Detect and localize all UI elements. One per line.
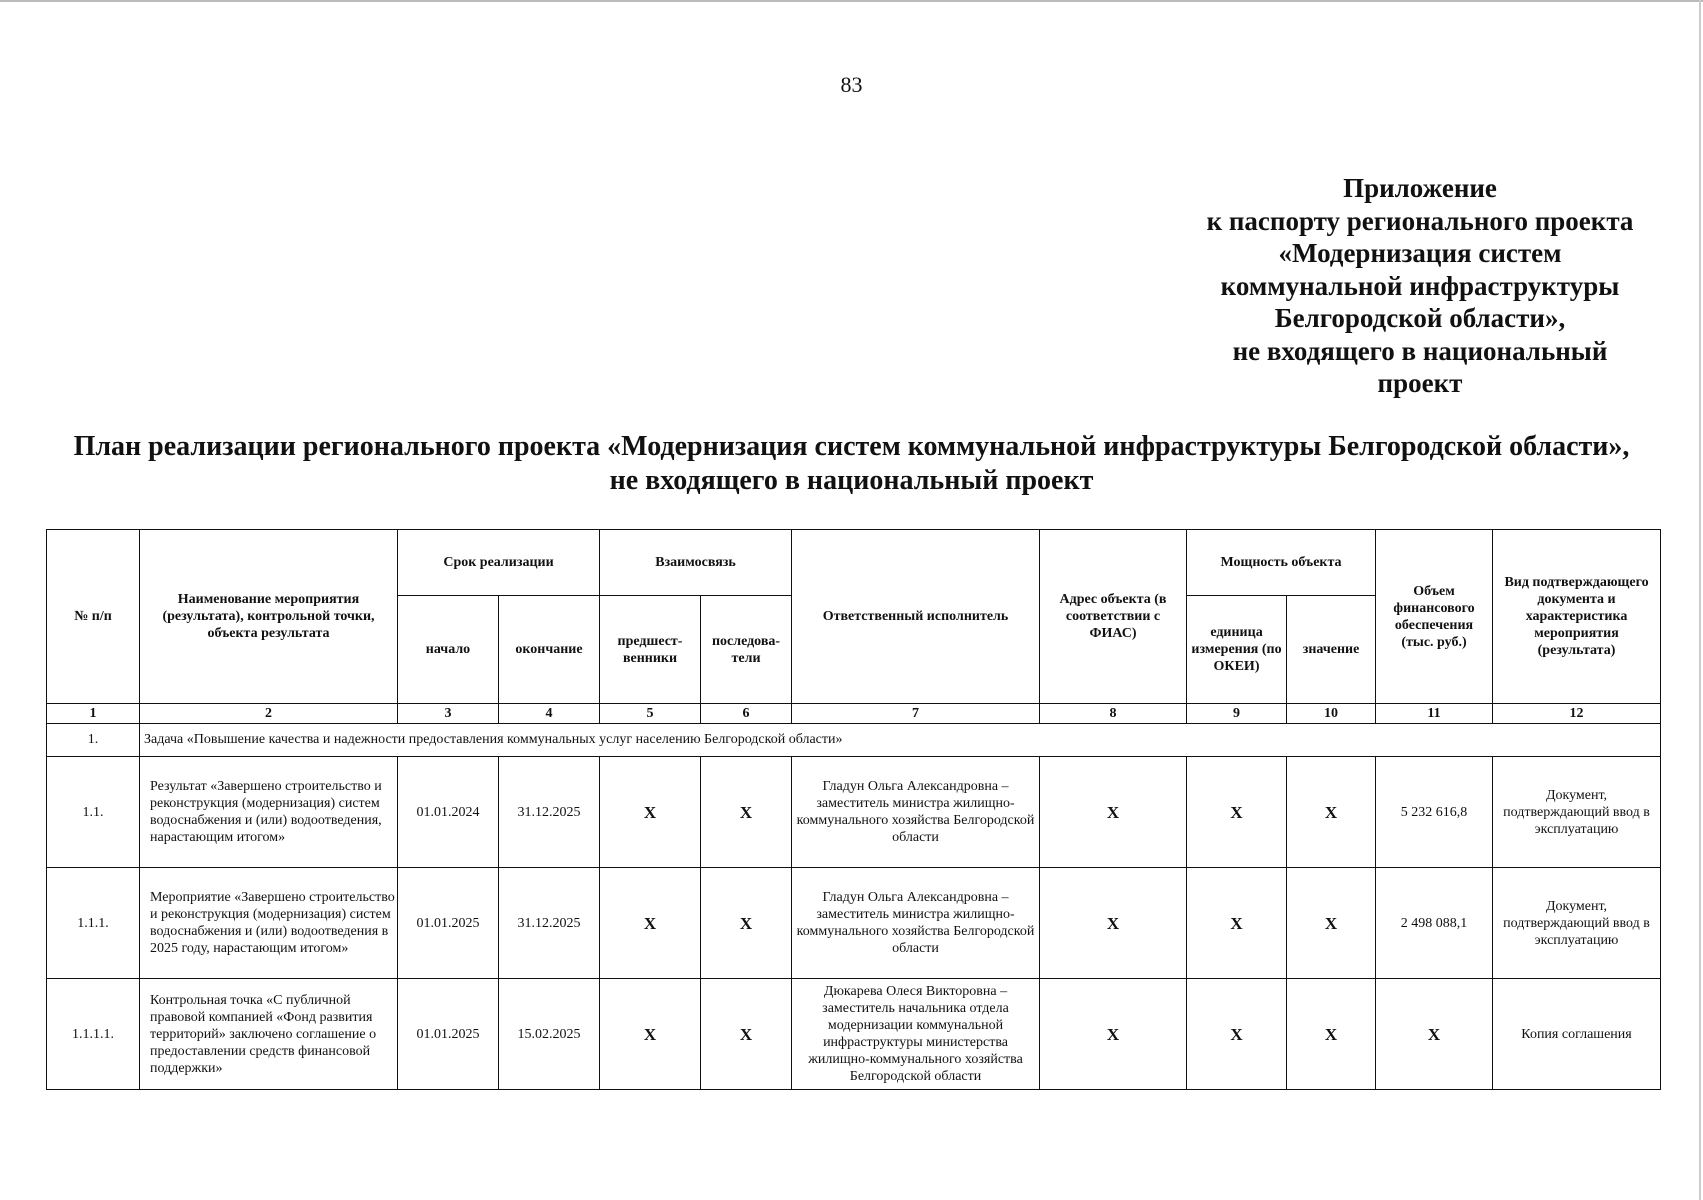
column-number: 12 [1493, 704, 1661, 724]
row-address: X [1040, 868, 1187, 979]
row-unit: X [1187, 979, 1287, 1090]
row-unit: X [1187, 868, 1287, 979]
header-doc-type: Вид подтверждающего документа и характеристика мероприятия (результата) [1493, 530, 1661, 704]
appendix-line: Приложение [1343, 173, 1497, 203]
row-start: 01.01.2024 [398, 757, 499, 868]
task-row [47, 724, 1661, 757]
column-number: 2 [140, 704, 398, 724]
column-number: 4 [499, 704, 600, 724]
row-num: 1.1.1.1. [47, 979, 140, 1090]
row-end: 31.12.2025 [499, 757, 600, 868]
plan-title [0, 430, 1703, 498]
header-num: № п/п [47, 530, 140, 704]
column-number: 3 [398, 704, 499, 724]
row-successors: X [701, 868, 792, 979]
row-end: 15.02.2025 [499, 979, 600, 1090]
column-number: 11 [1376, 704, 1493, 724]
table-row [47, 979, 1661, 1090]
row-value: X [1287, 868, 1376, 979]
header-successors: последова-тели [701, 596, 792, 704]
row-predecessors: X [600, 979, 701, 1090]
table-row [47, 868, 1661, 979]
row-end: 31.12.2025 [499, 868, 600, 979]
header-responsible: Ответственный исполнитель [792, 530, 1040, 704]
row-successors: X [701, 757, 792, 868]
header-predecessors: предшест-венники [600, 596, 701, 704]
row-start: 01.01.2025 [398, 868, 499, 979]
plan-title-line: не входящего в национальный проект [609, 465, 1094, 496]
column-number: 8 [1040, 704, 1187, 724]
header-period: Срок реализации [398, 530, 600, 596]
header-start: начало [398, 596, 499, 704]
row-name: Результат «Завершено строительство и реконструкция (модернизация) систем водоснабжения и (или) водоотведения, нарастающим итогом» [140, 757, 398, 868]
row-unit: X [1187, 757, 1287, 868]
row-name: Мероприятие «Завершено строительство и реконструкция (модернизация) систем водоснабжения и (или) водоотведения в 2025 году, нарастающим итогом» [140, 868, 398, 979]
header-relation: Взаимосвязь [600, 530, 792, 596]
row-doc: Копия соглашения [1493, 979, 1661, 1090]
table-row [47, 757, 1661, 868]
header-row-top [47, 530, 1661, 596]
row-responsible: Дюкарева Олеся Викторовна – заместитель начальника отдела модернизации коммунальной инфраструктуры министерства жилищно-коммунального хозяйства Белгородской области [792, 979, 1040, 1090]
header-funding: Объем финансового обеспечения (тыс. руб.) [1376, 530, 1493, 704]
appendix-line: «Модернизация систем [1278, 238, 1562, 268]
row-name: Контрольная точка «С публичной правовой компанией «Фонд развития территорий» заключено соглашение о предоставлении средств финансовой поддержки» [140, 979, 398, 1090]
column-number: 10 [1287, 704, 1376, 724]
column-number-row [47, 704, 1661, 724]
header-address: Адрес объекта (в соответствии с ФИАС) [1040, 530, 1187, 704]
row-address: X [1040, 979, 1187, 1090]
row-predecessors: X [600, 757, 701, 868]
appendix-line: не входящего в национальный [1232, 335, 1608, 366]
column-number: 1 [47, 704, 140, 724]
column-number: 7 [792, 704, 1040, 724]
row-predecessors: X [600, 868, 701, 979]
row-successors: X [701, 979, 792, 1090]
row-responsible: Гладун Ольга Александровна – заместитель министра жилищно-коммунального хозяйства Белгородской области [792, 868, 1040, 979]
header-end: окончание [499, 596, 600, 704]
header-name: Наименование мероприятия (результата), контрольной точки, объекта результата [140, 530, 398, 704]
appendix-line: коммунальной инфраструктуры [1220, 270, 1620, 301]
column-number: 6 [701, 704, 792, 724]
column-number: 9 [1187, 704, 1287, 724]
page-right-edge [1699, 0, 1701, 1200]
task-num: 1. [47, 724, 140, 757]
row-address: X [1040, 757, 1187, 868]
row-value: X [1287, 979, 1376, 1090]
row-funding: X [1376, 979, 1493, 1090]
row-doc: Документ, подтверждающий ввод в эксплуатацию [1493, 757, 1661, 868]
appendix-line: проект [1377, 368, 1463, 398]
page-top-edge [0, 0, 1703, 2]
row-value: X [1287, 757, 1376, 868]
column-number: 5 [600, 704, 701, 724]
row-doc: Документ, подтверждающий ввод в эксплуатацию [1493, 868, 1661, 979]
header-value: значение [1287, 596, 1376, 704]
header-unit: единица измерения (по ОКЕИ) [1187, 596, 1287, 704]
row-num: 1.1.1. [47, 868, 140, 979]
appendix-line: Белгородской области», [1274, 303, 1566, 333]
header-capacity: Мощность объекта [1187, 530, 1376, 596]
row-start: 01.01.2025 [398, 979, 499, 1090]
task-text: Задача «Повышение качества и надежности предоставления коммунальных услуг населению Белгородской области» [140, 724, 1661, 757]
row-funding: 2 498 088,1 [1376, 868, 1493, 979]
plan-title-line: План реализации регионального проекта «Модернизация систем коммунальной инфраструктуры Белгородской области», [73, 431, 1630, 462]
plan-table [46, 529, 1661, 1090]
page-number: 83 [840, 72, 863, 97]
row-num: 1.1. [47, 757, 140, 868]
appendix-block [1180, 172, 1660, 400]
row-funding: 5 232 616,8 [1376, 757, 1493, 868]
row-responsible: Гладун Ольга Александровна – заместитель министра жилищно-коммунального хозяйства Белгородской области [792, 757, 1040, 868]
appendix-line: к паспорту регионального проекта [1206, 205, 1634, 236]
